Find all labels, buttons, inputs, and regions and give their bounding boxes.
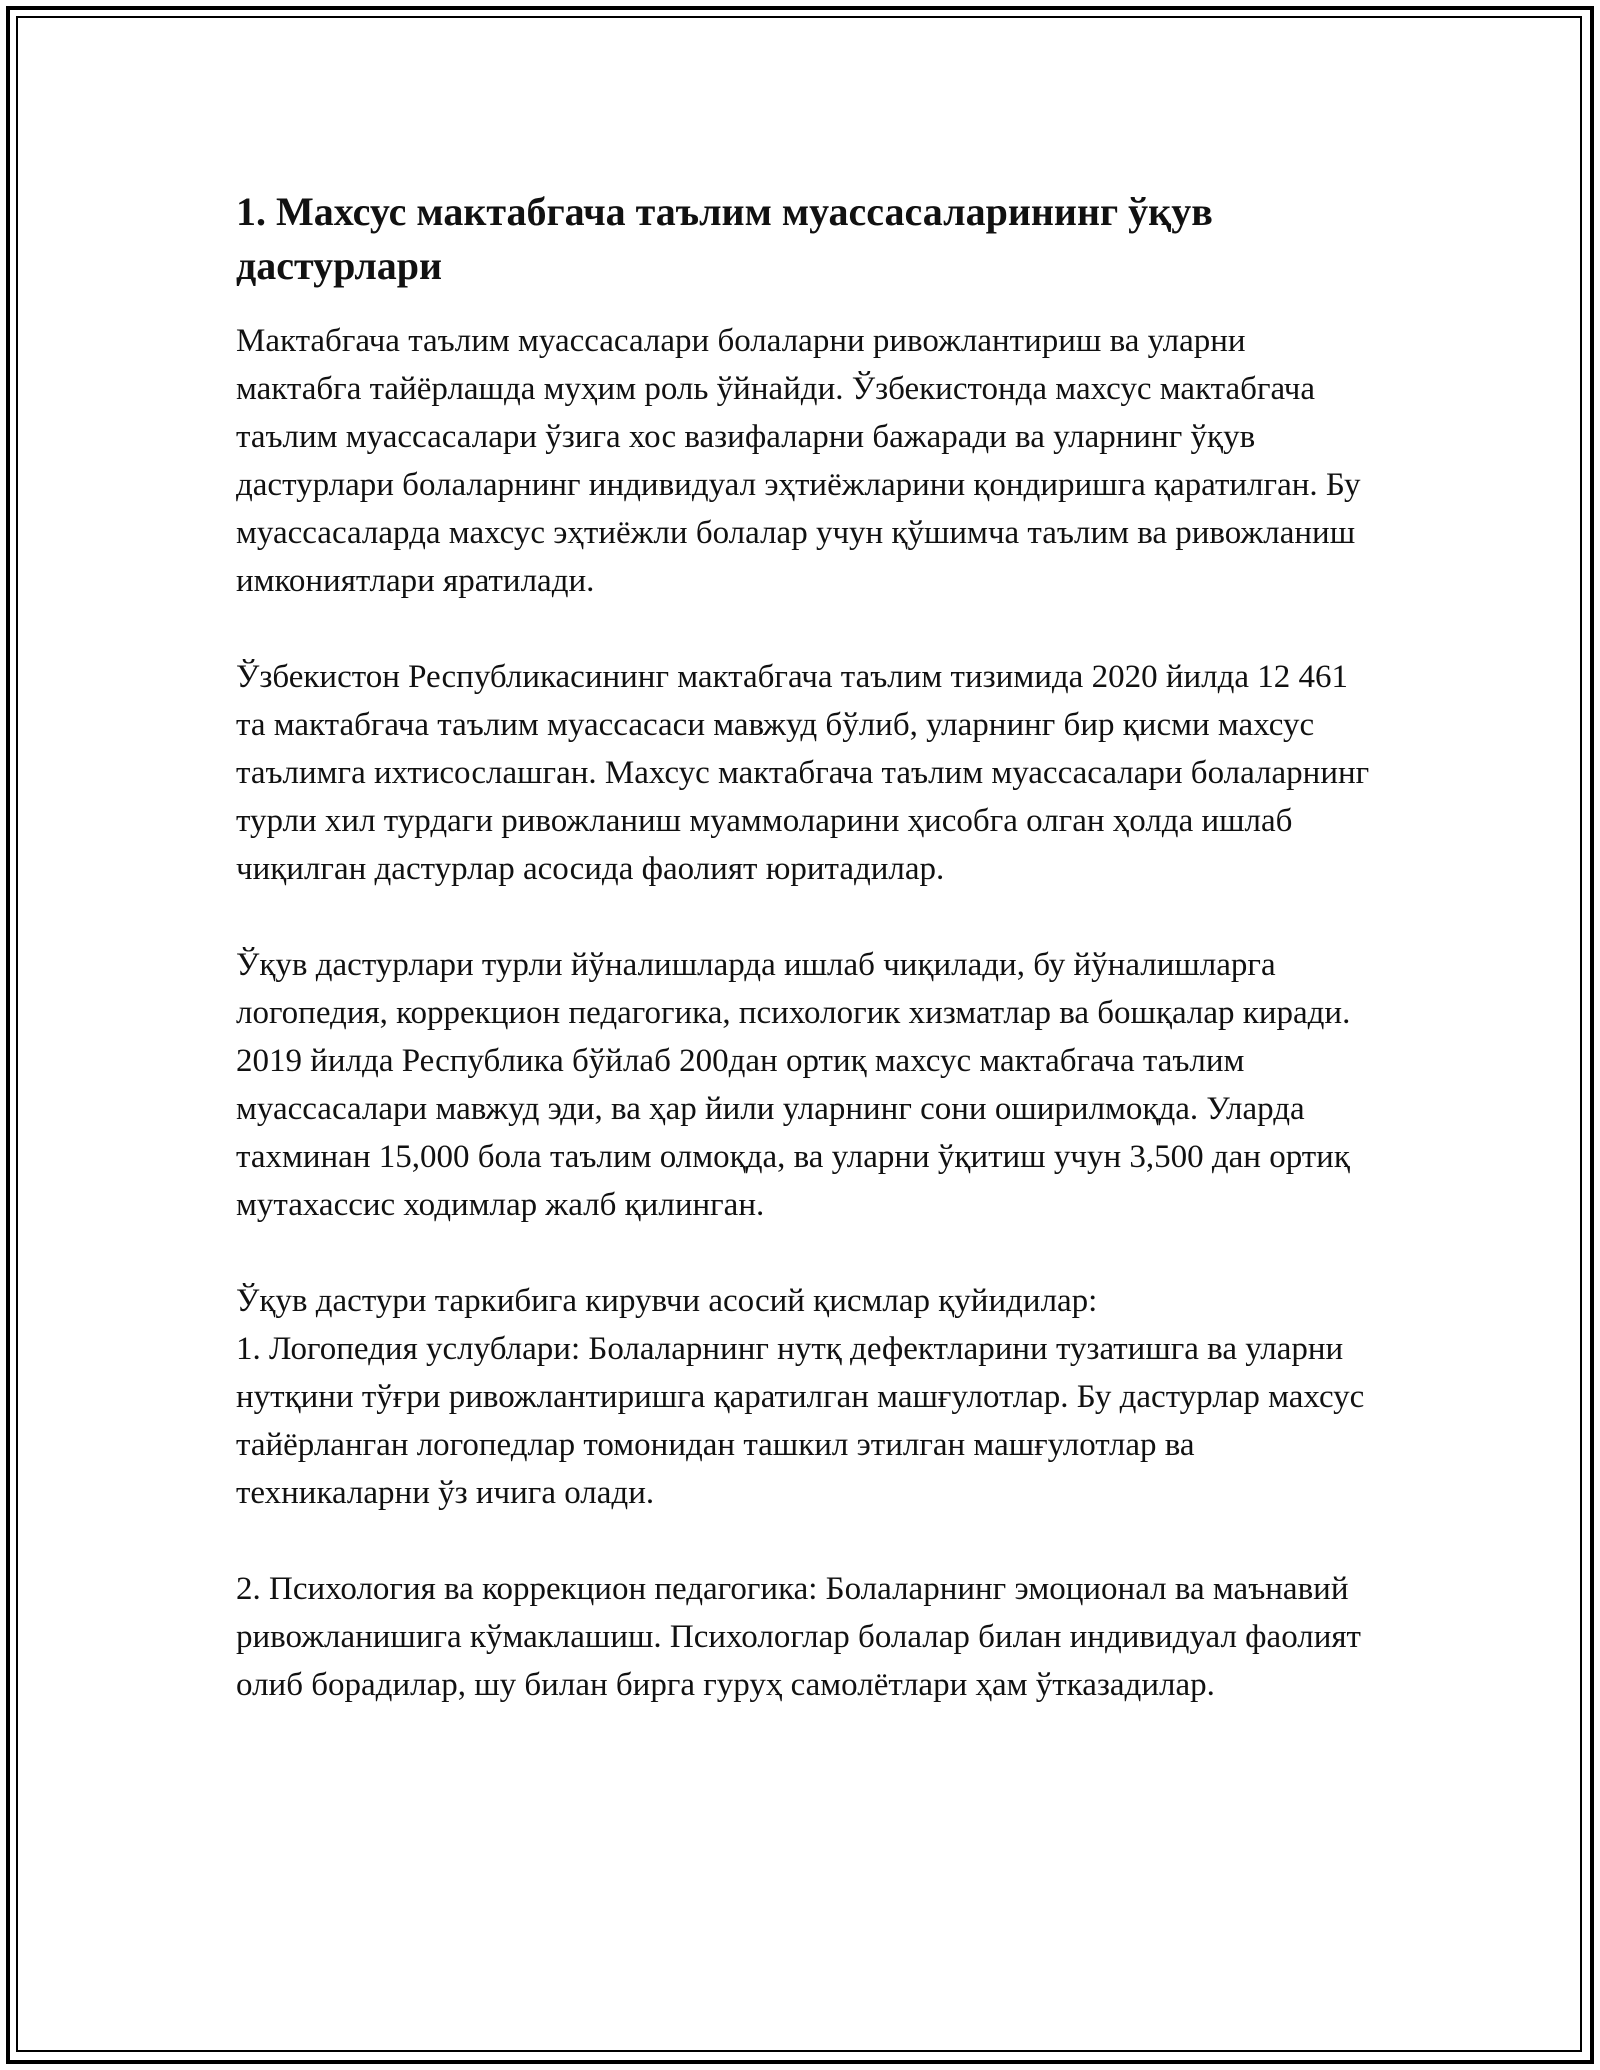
document-body xyxy=(236,185,1376,1757)
list-item-psychology: 2. Психология ва коррекцион педагогика: Болаларнинг эмоционал ва маънавий ривожланишига кўмаклашиш. Психологлар болалар билан индивидуал фаолият олиб борадилар, шу билан бирга гуруҳ самолётлари ҳам ўтказадилар. xyxy=(236,1571,1361,1703)
paragraph-statistics-2020: Ўзбекистон Республикасининг мактабгача таълим тизимида 2020 йилда 12 461 та мактабгача таълим муассасаси мавжуд бўлиб, уларнинг бир қисми махсус таълимга ихтисослашган. Махсус мактабгача таълим муассасалари болаларнинг турли хил турдаги ривожланиш муаммоларини ҳисобга олган ҳолда ишлаб чиқилган дастурлар асосида фаолият юритадилар. xyxy=(236,659,1370,887)
list-intro: Ўқув дастури таркибига кирувчи асосий қисмлар қуйидилар: xyxy=(236,1283,1098,1319)
list-item-speech-therapy: 1. Логопедия услублари: Болаларнинг нутқ дефектларини тузатишга ва уларни нутқини тўғри ривожлантиришга қаратилган машғулотлар. Бу дастурлар махсус тайёрланган логопедлар томонидан ташкил этилган машғулотлар ва техникаларни ўз ичига олади. xyxy=(236,1331,1365,1511)
paragraph-program-directions: Ўқув дастурлари турли йўналишларда ишлаб чиқилади, бу йўналишларга логопедия, коррекцион педагогика, психологик хизматлар ва бошқалар киради. 2019 йилда Республика бўйлаб 200дан ортиқ махсус мактабгача таълим муассасалари мавжуд эди, ва ҳар йили уларнинг сони оширилмоқда. Уларда тахминан 15,000 бола таълим олмоқда, ва уларни ўқитиш учун 3,500 дан ортиқ мутахассис ходимлар жалб қилинган. xyxy=(236,947,1351,1223)
section-heading: 1. Махсус мактабгача таълим муассасаларининг ўқув дастурлари xyxy=(236,189,1213,288)
paragraph-intro: Мактабгача таълим муассасалари болаларни ривожлантириш ва уларни мактабга тайёрлашда муҳим роль ўйнайди. Ўзбекистонда махсус мактабгача таълим муассасалари ўзига хос вазифаларни бажаради ва уларнинг ўқув дастурлари болаларнинг индивидуал эҳтиёжларини қондиришга қаратилган. Бу муассасаларда махсус эҳтиёжли болалар учун қўшимча таълим ва ривожланиш имкониятлари яратилади. xyxy=(236,323,1361,599)
